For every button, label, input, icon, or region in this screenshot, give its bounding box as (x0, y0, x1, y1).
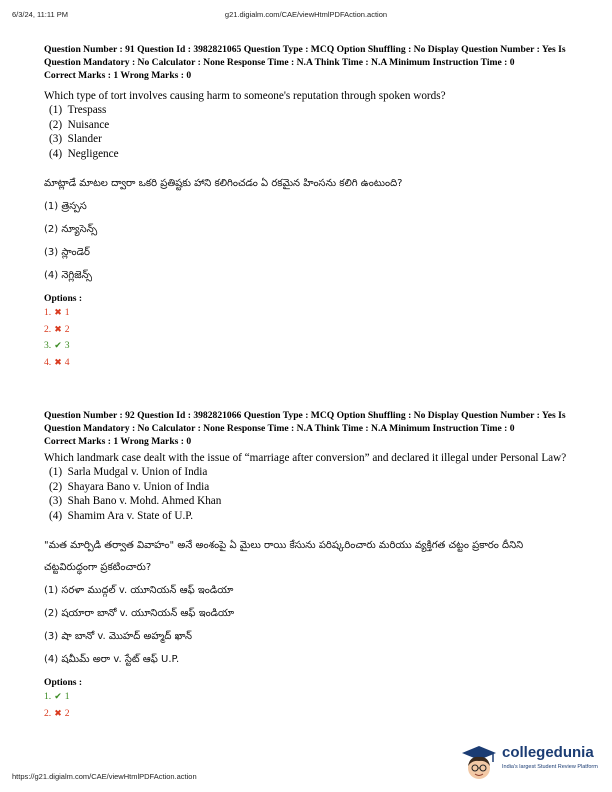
cross-icon: ✖ (54, 324, 62, 335)
answer-value: 4 (64, 356, 70, 368)
print-url: g21.digialm.com/CAE/viewHtmlPDFAction.action (224, 10, 388, 19)
answer-option-1 (44, 689, 572, 706)
option-te-3: (3) షా బానో v. మొహద్ అహ్మద్ ఖాన్ (44, 631, 192, 642)
option-en-1: (1) Trespass (49, 104, 107, 116)
answer-value: 1 (64, 307, 70, 318)
collegedunia-logo (458, 742, 608, 786)
question-meta: Question Number : 92 Question Id : 3982821066 Question Type : MCQ Option Shuffling : No Display Question Number : Yes Is Question Mandatory : No Calculator : None Response Time : N.A Think Time : N.A Minimum Instruction Time : 0 (44, 410, 566, 434)
option-te-1: (1) త్రెస్పస (44, 201, 87, 212)
check-icon: ✔ (54, 341, 62, 351)
option-en-4: (4) Negligence (49, 147, 119, 160)
question-meta: Question Number : 91 Question Id : 3982821065 Question Type : MCQ Option Shuffling : No Display Question Number : Yes Is Question Mandatory : No Calculator : None Response Time : N.A Think Time : N.A Minimum Instruction Time : 0 (44, 44, 566, 68)
answer-option-2 (44, 706, 572, 723)
option-en-2: (2) Shayara Bano v. Union of India (49, 480, 210, 493)
question-marks: Correct Marks : 1 Wrong Marks : 0 (44, 436, 192, 447)
option-te-2: (2) షయారా బానో v. యూనియన్ ఆఫ్ ఇండియా (44, 608, 235, 619)
option-te-2: (2) న్యూసెన్స్ (44, 224, 98, 235)
answer-value: 1 (64, 691, 70, 702)
option-en-3: (3) Shah Bano v. Mohd. Ahmed Khan (49, 495, 222, 507)
logo-tagline: India's largest Student Review Platform (502, 764, 598, 770)
cross-icon: ✖ (54, 308, 62, 318)
option-te-4: (4) షమీమ్ అరా v. స్టేట్ ఆఫ్ U.P. (44, 654, 180, 665)
question-block-91 (44, 44, 572, 371)
option-en-3: (3) Slander (49, 133, 102, 145)
cross-icon: ✖ (54, 357, 62, 368)
answer-value: 2 (64, 323, 70, 335)
answer-number: 3. (44, 340, 52, 351)
option-en-1: (1) Sarla Mudgal v. Union of India (49, 466, 208, 478)
question-text-te: "మత మార్పిడి తర్వాత వివాహం" అనే అంశంపై ఏ మైలు రాయి కేసును పరిష్కరించారు మరియు వ్యక్తిగత చట్టం ప్రకారం దీనిని చట్టవిరుద్ధంగా ప్రకటించారు? (44, 540, 524, 573)
option-te-1: (1) సరళా ముద్గల్ v. యూనియన్ ఆఫ్ ఇండియా (44, 585, 234, 596)
question-marks: Correct Marks : 1 Wrong Marks : 0 (44, 70, 192, 81)
cross-icon: ✖ (54, 708, 62, 719)
option-te-3: (3) స్లాండెర్ (44, 247, 90, 258)
question-block-92 (44, 410, 572, 722)
question-text-en: Which type of tort involves causing harm to someone's reputation through spoken words? (44, 90, 446, 102)
logo-wordmark: collegedunia (502, 744, 594, 761)
answer-value: 3 (64, 340, 70, 351)
answer-option-4 (44, 355, 572, 372)
footer-url-link[interactable]: https://g21.digialm.com/CAE/viewHtmlPDFAction.action (12, 772, 197, 781)
student-avatar-icon (460, 744, 498, 784)
question-text-en: Which landmark case dealt with the issue of “marriage after conversion” and declared it illegal under Personal Law? (44, 452, 567, 464)
options-label: Options : (44, 293, 83, 304)
options-label: Options : (44, 677, 83, 688)
answer-number: 4. (44, 356, 52, 368)
answer-option-2 (44, 322, 572, 339)
print-datetime: 6/3/24, 11:11 PM (12, 10, 69, 19)
answer-number: 2. (44, 323, 52, 335)
option-en-2: (2) Nuisance (49, 118, 110, 131)
answer-number: 1. (44, 691, 52, 702)
answer-number: 2. (44, 707, 52, 719)
answer-option-3 (44, 338, 572, 355)
option-en-4: (4) Shamim Ara v. State of U.P. (49, 509, 194, 522)
option-te-4: (4) నెగ్లిజెన్స్ (44, 270, 93, 281)
answer-value: 2 (64, 707, 70, 719)
answer-option-1 (44, 305, 572, 322)
question-text-te: మాట్లాడే మాటల ద్వారా ఒకరి ప్రతిష్టకు హాని కలిగించడం ఏ రకమైన హింసను కలిగి ఉంటుంది? (44, 178, 403, 189)
answer-number: 1. (44, 307, 52, 318)
check-icon: ✔ (54, 692, 62, 702)
